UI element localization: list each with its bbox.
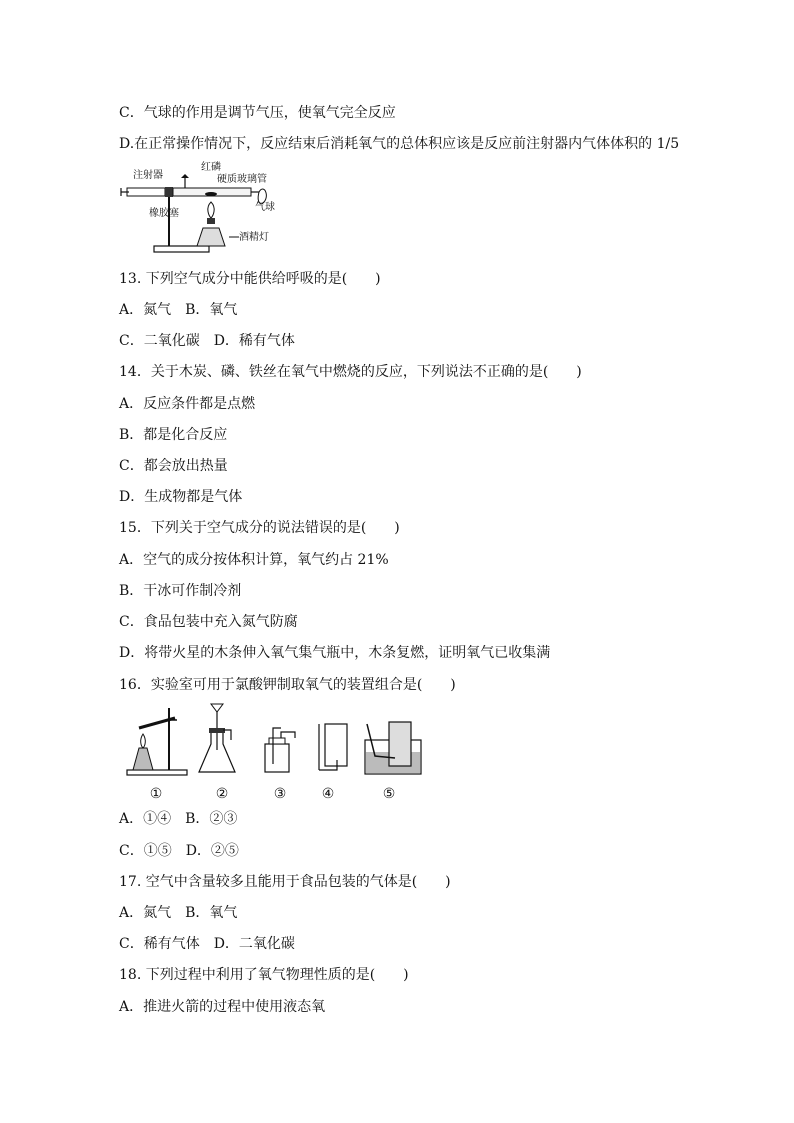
- apparatus-label-5: ⑤: [382, 786, 396, 802]
- apparatus-label-3: ③: [273, 786, 287, 802]
- q15-option-a: A．空气的成分按体积计算，氧气约占 21%: [119, 552, 389, 568]
- apparatus-4: [319, 724, 347, 770]
- q16-options-cd: C．①⑤ D．②⑤: [119, 843, 239, 859]
- q13-stem: 13. 下列空气成分中能供给呼吸的是( ): [119, 271, 381, 287]
- q14-stem: 14．关于木炭、磷、铁丝在氧气中燃烧的反应，下列说法不正确的是( ): [119, 364, 582, 380]
- apparatus-label-1: ①: [149, 786, 163, 802]
- q13-options-ab: A．氮气 B．氧气: [119, 302, 238, 318]
- q15-option-d: D．将带火星的木条伸入氧气集气瓶中，木条复燃，证明氧气已收集满: [119, 645, 551, 661]
- q15-stem: 15．下列关于空气成分的说法错误的是( ): [119, 520, 400, 536]
- q14-option-a: A．反应条件都是点燃: [119, 396, 256, 412]
- q13-options-cd: C．二氧化碳 D．稀有气体: [119, 333, 295, 349]
- apparatus-3: [265, 728, 295, 772]
- q14-option-c: C．都会放出热量: [119, 458, 228, 474]
- q18-stem: 18. 下列过程中利用了氧气物理性质的是( ): [119, 967, 409, 983]
- label-red-phosphorus: 红磷: [201, 162, 221, 173]
- q12-option-c: C．气球的作用是调节气压，使氧气完全反应: [119, 105, 396, 121]
- label-glass-tube: 硬质玻璃管: [217, 174, 267, 185]
- q12-option-d: D.在正常操作情况下，反应结束后消耗氧气的总体积应该是反应前注射器内气体体积的 1/5: [119, 136, 680, 152]
- figure-apparatus-phosphorus: [119, 158, 289, 260]
- q17-options-cd: C．稀有气体 D．二氧化碳: [119, 936, 295, 952]
- label-syringe: 注射器: [133, 170, 163, 181]
- q16-options-ab: A．①④ B．②③: [119, 811, 238, 827]
- apparatus-label-2: ②: [215, 786, 229, 802]
- q15-option-c: C．食品包装中充入氮气防腐: [119, 614, 298, 630]
- label-alcohol-lamp: 酒精灯: [239, 232, 269, 243]
- apparatus-1: [127, 708, 187, 775]
- q15-option-b: B．干冰可作制冷剂: [119, 583, 242, 599]
- apparatus-5: [365, 722, 421, 774]
- label-rubber-stopper: 橡胶塞: [149, 208, 179, 219]
- q14-option-b: B．都是化合反应: [119, 427, 228, 443]
- figure-apparatus-set: [119, 700, 429, 782]
- q18-option-a: A．推进火箭的过程中使用液态氧: [119, 999, 326, 1015]
- q16-stem: 16．实验室可用于氯酸钾制取氧气的装置组合是( ): [119, 677, 456, 693]
- q17-options-ab: A．氮气 B．氧气: [119, 905, 238, 921]
- apparatus-label-4: ④: [321, 786, 335, 802]
- apparatus-2: [199, 704, 235, 772]
- label-balloon: 气球: [255, 202, 275, 213]
- q14-option-d: D．生成物都是气体: [119, 489, 243, 505]
- q17-stem: 17. 空气中含量较多且能用于食品包装的气体是( ): [119, 874, 451, 890]
